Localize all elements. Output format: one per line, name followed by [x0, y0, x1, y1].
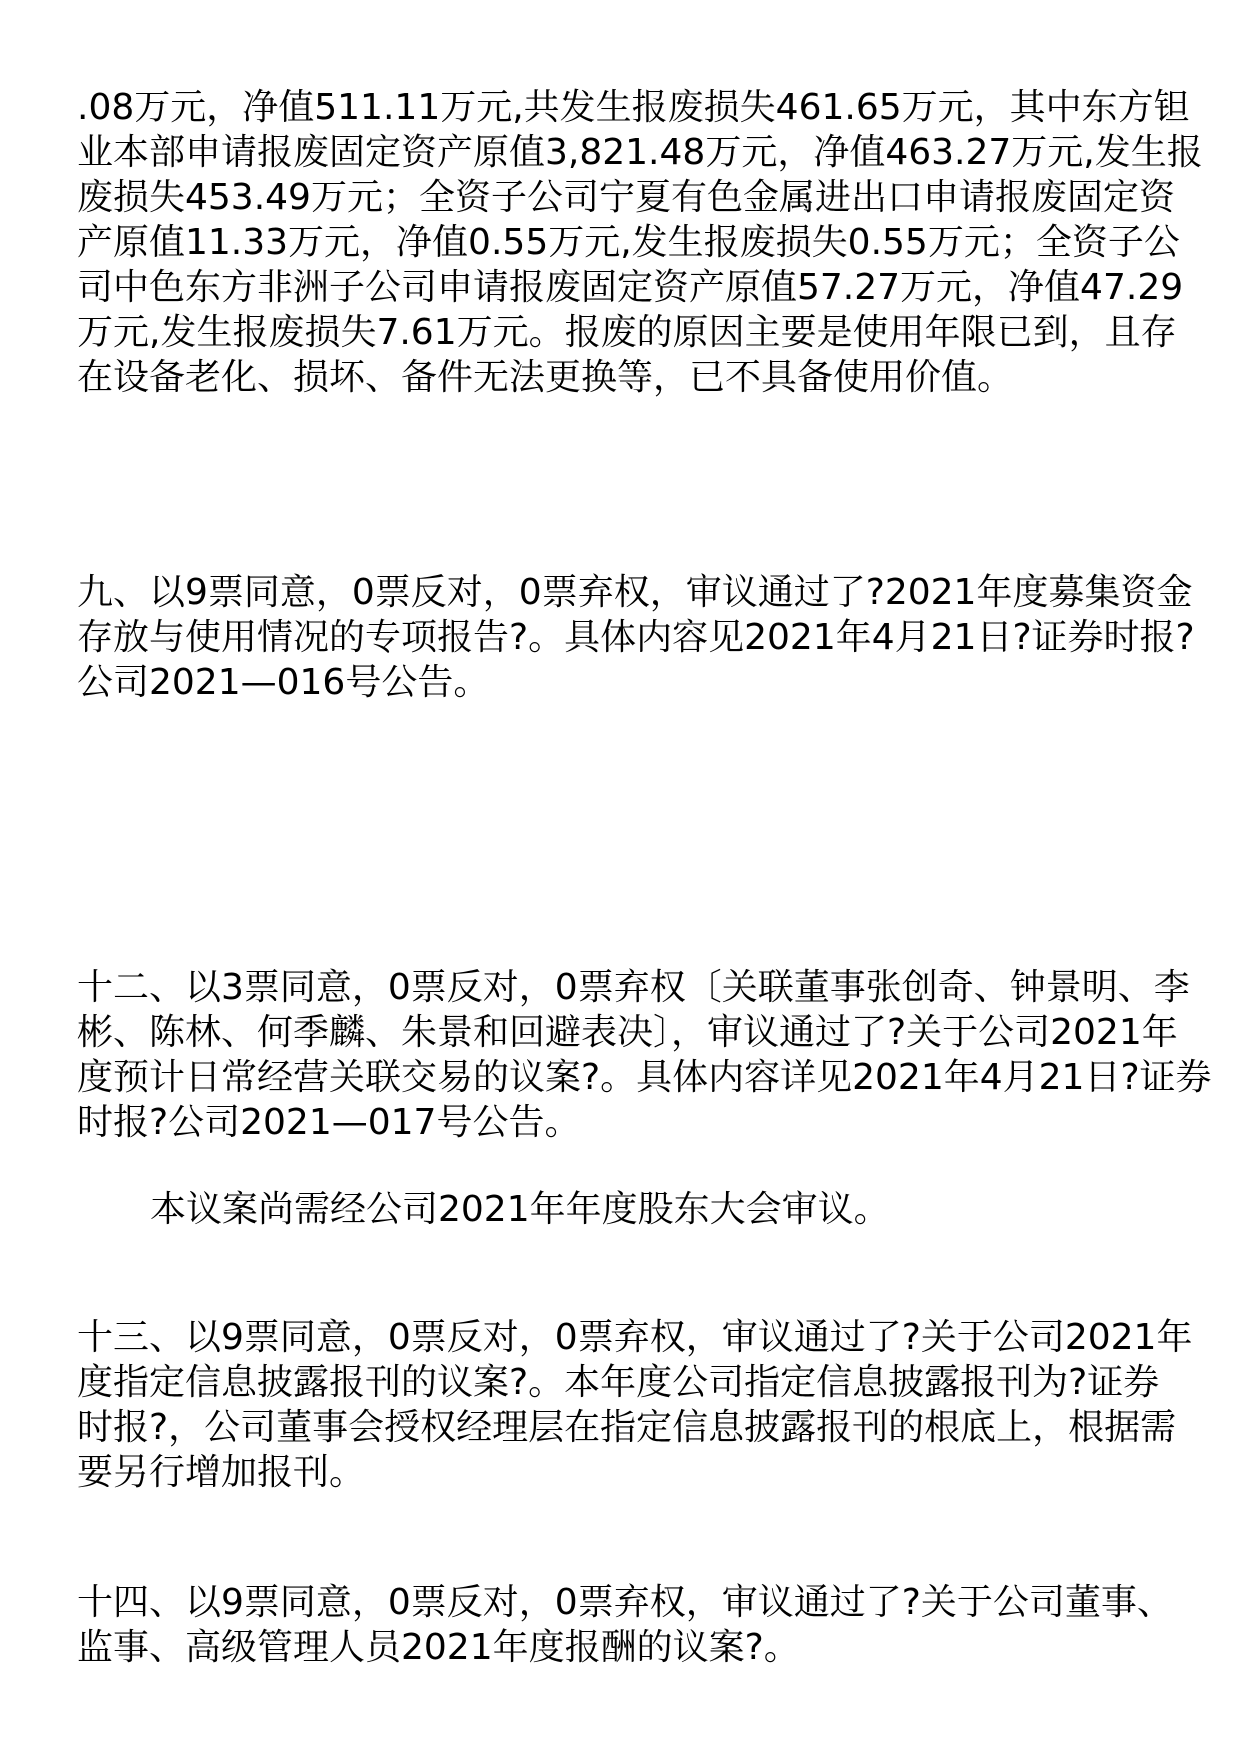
- text-line: 废损失453.49万元；全资子公司宁夏有色金属进出口申请报废固定资: [77, 177, 1175, 218]
- text-line: 监事、高级管理人员2021年度报酬的议案?。: [77, 1627, 800, 1668]
- text-line: 司中色东方非洲子公司申请报废固定资产原值57.27万元，净值47.29: [77, 267, 1184, 308]
- text-line: 存放与使用情况的专项报告?。具体内容见2021年4月21日?证券时报?: [77, 617, 1195, 658]
- text-line: 业本部申请报废固定资产原值3,821.48万元，净值463.27万元,发生报: [77, 132, 1203, 173]
- text-line: 度指定信息披露报刊的议案?。本年度公司指定信息披露报刊为?证券: [77, 1362, 1160, 1403]
- text-line: 十三、以9票同意，0票反对，0票弃权，审议通过了?关于公司2021年: [77, 1317, 1193, 1358]
- text-line: 要另行增加报刊。: [77, 1452, 366, 1493]
- text-line: .08万元，净值511.11万元,共发生报废损失461.65万元，其中东方钽: [77, 87, 1190, 128]
- text-line: 时报?公司2021—017号公告。: [77, 1102, 581, 1143]
- text-line: 本议案尚需经公司2021年年度股东大会审议。: [150, 1189, 890, 1230]
- text-line: 产原值11.33万元，净值0.55万元,发生报废损失0.55万元；全资子公: [77, 222, 1180, 263]
- text-line: 彬、陈林、何季麟、朱景和回避表决〕，审议通过了?关于公司2021年: [77, 1012, 1178, 1053]
- text-line: 十四、以9票同意，0票反对，0票弃权，审议通过了?关于公司董事、: [77, 1582, 1173, 1623]
- text-line: 在设备老化、损坏、备件无法更换等，已不具备使用价值。: [77, 357, 1014, 398]
- paragraph-asset-scrapping-continuation: [77, 85, 1229, 400]
- text-line: 十二、以3票同意，0票反对，0票弃权〔关联董事张创奇、钟景明、李: [77, 967, 1190, 1008]
- paragraph-item-14: [77, 1580, 1229, 1670]
- paragraph-item-9: [77, 570, 1229, 705]
- text-line: 度预计日常经营关联交易的议案?。具体内容详见2021年4月21日?证券: [77, 1057, 1212, 1098]
- text-line: 万元,发生报废损失7.61万元。报废的原因主要是使用年限已到，且存: [77, 312, 1177, 353]
- text-line: 九、以9票同意，0票反对，0票弃权，审议通过了?2021年度募集资金: [77, 572, 1193, 613]
- paragraph-item-13: [77, 1315, 1229, 1495]
- text-line: 公司2021—016号公告。: [77, 662, 490, 703]
- text-line: 时报?，公司董事会授权经理层在指定信息披露报刊的根底上，根据需: [77, 1407, 1177, 1448]
- paragraph-item-12: [77, 965, 1229, 1145]
- paragraph-shareholder-meeting-note: [150, 1187, 1229, 1232]
